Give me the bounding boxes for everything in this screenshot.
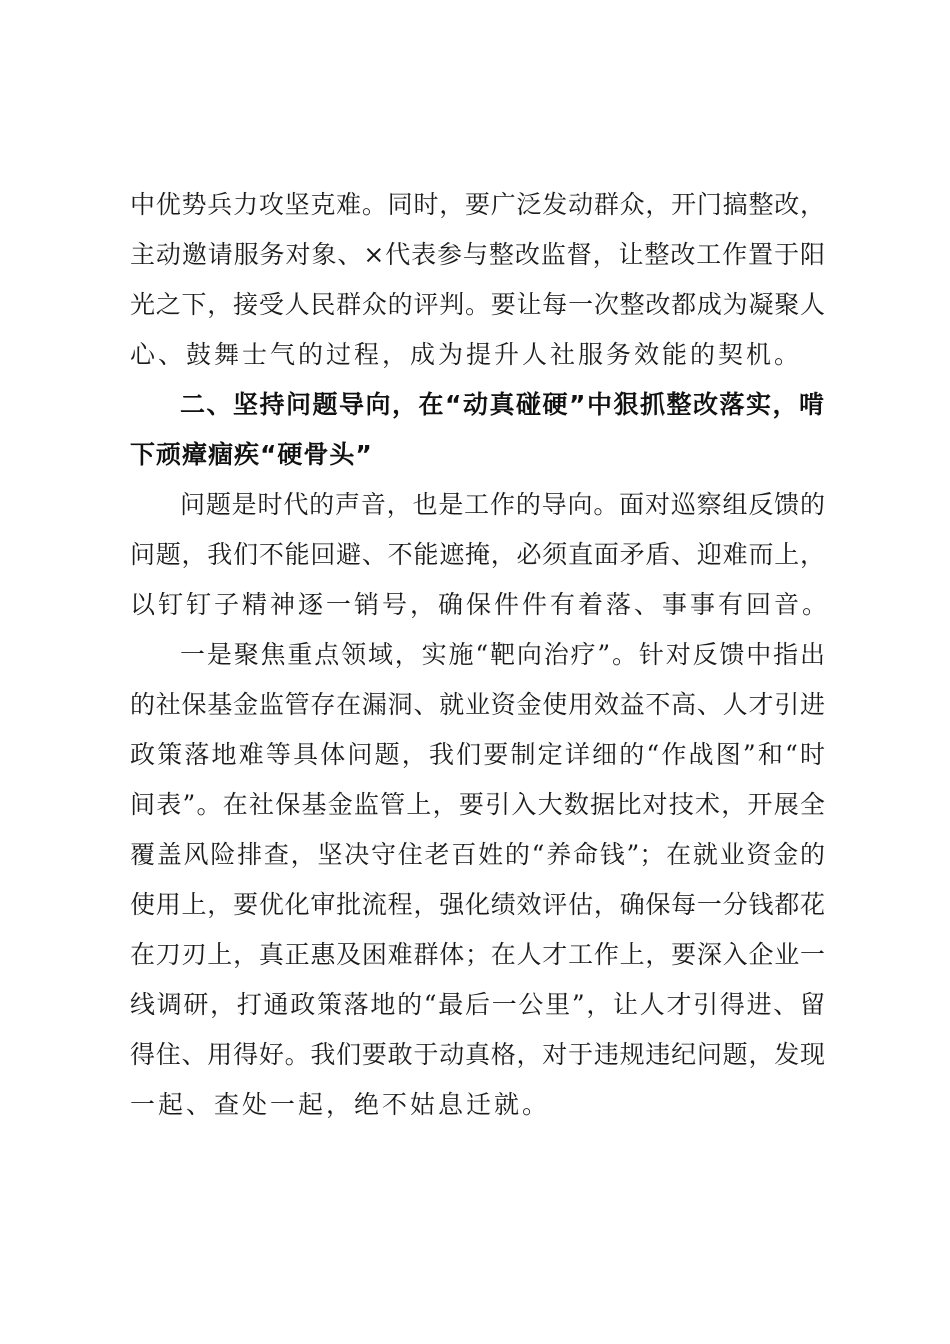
text-line: 主动邀请服务对象、×代表参与整改监督，让整改工作置于阳 bbox=[130, 240, 825, 269]
text-line: 光之下，接受人民群众的评判。要让每一次整改都成为凝聚人 bbox=[130, 290, 825, 319]
text-line: 一是聚焦重点领域，实施“靶向治疗”。针对反馈中指出 bbox=[180, 640, 825, 669]
paragraph-focus bbox=[130, 630, 825, 1130]
text-line: 使用上，要优化审批流程，强化绩效评估，确保每一分钱都花 bbox=[130, 890, 825, 919]
document-page bbox=[130, 180, 831, 1130]
text-line: 以钉钉子精神逐一销号，确保件件有着落、事事有回音。 bbox=[130, 590, 831, 619]
heading-line: 下顽瘴痼疾“硬骨头” bbox=[130, 440, 373, 469]
text-line: 覆盖风险排查，坚决守住老百姓的“养命钱”；在就业资金的 bbox=[130, 840, 825, 869]
text-line: 问题是时代的声音，也是工作的导向。面对巡察组反馈的 bbox=[180, 490, 825, 519]
text-line: 中优势兵力攻坚克难。同时，要广泛发动群众，开门搞整改， bbox=[130, 190, 825, 219]
text-line: 线调研，打通政策落地的“最后一公里”，让人才引得进、留 bbox=[130, 990, 825, 1019]
section-heading bbox=[130, 380, 825, 480]
paragraph-continuation bbox=[130, 180, 825, 380]
text-line: 问题，我们不能回避、不能遮掩，必须直面矛盾、迎难而上， bbox=[130, 540, 825, 569]
text-line: 一起、查处一起，绝不姑息迁就。 bbox=[130, 1090, 551, 1119]
text-line: 得住、用得好。我们要敢于动真格，对于违规违纪问题，发现 bbox=[130, 1040, 825, 1069]
text-line: 的社保基金监管存在漏洞、就业资金使用效益不高、人才引进 bbox=[130, 690, 825, 719]
text-line: 在刀刃上，真正惠及困难群体；在人才工作上，要深入企业一 bbox=[130, 940, 825, 969]
text-line: 间表”。在社保基金监管上，要引入大数据比对技术，开展全 bbox=[130, 790, 825, 819]
paragraph-intro bbox=[130, 480, 831, 630]
text-line: 心、鼓舞士气的过程，成为提升人社服务效能的契机。 bbox=[130, 340, 803, 369]
heading-line: 二、坚持问题导向，在“动真碰硬”中狠抓整改落实，啃 bbox=[180, 390, 825, 419]
text-line: 政策落地难等具体问题，我们要制定详细的“作战图”和“时 bbox=[130, 740, 825, 769]
